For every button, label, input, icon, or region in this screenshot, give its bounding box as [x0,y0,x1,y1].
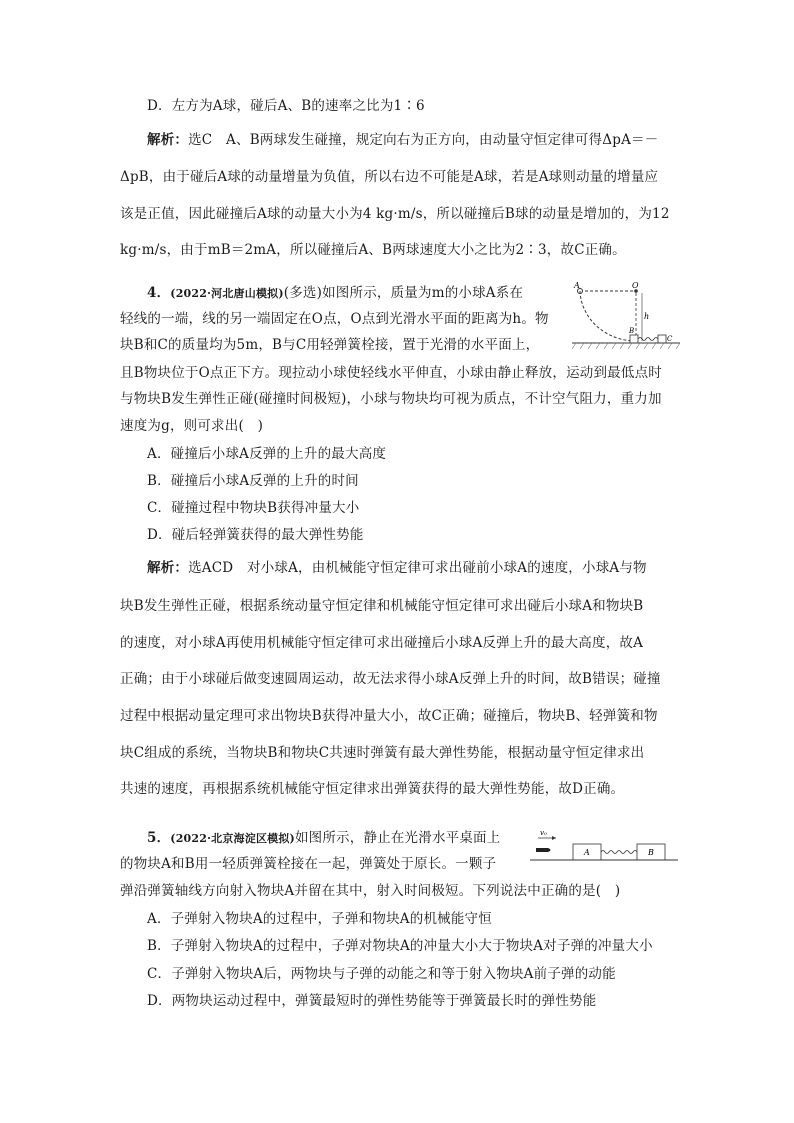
q4-analysis-line-5: 过程中根据动量定理可求出物块B获得冲量大小，故C正确；碰撞后，物块B、轻弹簧和物 [120,708,658,724]
q3-option-d: D．左方为A球，碰后A、B的速率之比为1∶6 [147,98,425,114]
q4-stem-line-4: 且B物块位于O点正下方。现拉动小球使轻线水平伸直，小球由静止释放，运动到最低点时 [120,365,662,381]
q3-analysis-line-2: ΔpB，由于碰后A球的动量增量为负值，所以右边不可能是A球，若是A球则动量的增量应 [120,169,659,185]
q4-stem-line-5: 与物块B发生弹性正碰(碰撞时间极短)，小球与物块均可视为质点，不计空气阻力，重力加 [120,391,662,407]
q3-analysis-line-1 [147,131,658,149]
label-a: A [574,281,580,290]
label-h: h [644,312,650,321]
q5-bullet-blocks-figure [528,826,680,866]
q4-option-a: A．碰撞后小球A反弹的上升的最大高度 [147,446,387,462]
label-v0: v₀ [540,829,547,837]
q4-analysis-line-6: 块C组成的系统，当物块B和物块C共速时弹簧有最大弹性势能，根据动量守恒定律求出 [120,745,645,761]
q4-stem-line-1 [147,284,523,303]
q5-source: (2022·北京海淀区模拟) [170,832,295,845]
q4-analysis-tag: 解析： [147,560,189,576]
spring [638,338,658,341]
label-c: C [667,335,673,343]
bullet [536,848,551,852]
q4-analysis-line-2: 块B发生弹性正碰，根据系统动量守恒定律和机械能守恒定律可求出碰后小球A和物块B [120,598,644,614]
q5-stem-text: 如图所示，静止在光滑水平桌面上 [294,830,501,846]
q4-source: (2022·河北唐山模拟) [170,287,284,300]
q5-option-a: A．子弹射入物块A的过程中，子弹和物块A的机械能守恒 [147,911,492,927]
q4-stem-line-6: 速度为g，则可求出( ) [120,418,264,434]
q5-stem-line-1 [147,829,500,848]
velocity-arrowhead [552,836,556,840]
q4-number: 4． [147,285,171,301]
q3-analysis-text: 选C A、B两球发生碰撞，规定向右为正方向，由动量守恒定律可得ΔpA＝－ [188,132,659,148]
q4-analysis-text: 选ACD 对小球A，由机械能守恒定律可求出碰前小球A的速度，小球A与物 [188,560,647,576]
q3-analysis-line-3: 该是正值，因此碰撞后A球的动量大小为4 kg·m/s，所以碰撞后B球的动量是增加的，为12 [120,206,670,222]
q4-pendulum-figure [570,279,682,353]
block-b [630,335,638,343]
q3-analysis-line-4: kg·m/s，由于mB＝2mA，所以碰撞后A、B两球速度大小之比为2∶3，故C正确。 [120,242,626,258]
q4-analysis-line-4: 正确；由于小球碰后做变速圆周运动，故无法求得小球A反弹上升的时间，故B错误；碰撞 [120,671,661,687]
q4-stem-line-2: 轻线的一端，线的另一端固定在O点，O点到光滑水平面的距离为h。物 [120,311,549,327]
label-a: A [584,848,590,857]
label-o: O [632,281,639,290]
swing-arc [580,291,634,341]
q4-analysis-line-7: 共速的速度，再根据系统机械能守恒定律求出弹簧获得的最大弹性势能，故D正确。 [120,781,625,797]
q5-option-c: C．子弹射入物块A后，两物块与子弹的动能之和等于射入物块A前子弹的动能 [147,966,616,982]
block-c [658,335,666,343]
q4-stem-text: (多选)如图所示，质量为m的小球A系在 [283,285,524,301]
q4-analysis-line-1 [147,559,647,577]
q5-stem-line-2: 的物块A和B用一轻质弹簧栓接在一起，弹簧处于原长。一颗子 [120,856,497,872]
q3-analysis-tag: 解析： [147,132,189,148]
label-b: B [629,327,635,335]
q4-option-d: D．碰后轻弹簧获得的最大弹性势能 [147,527,364,543]
q5-number: 5． [147,830,171,846]
q4-option-b: B．碰撞后小球A反弹的上升的时间 [147,473,359,489]
q5-option-d: D．两物块运动过程中，弹簧最短时的弹性势能等于弹簧最长时的弹性势能 [147,993,597,1009]
spring [601,851,637,854]
q4-analysis-line-3: 的速度，对小球A再使用机械能守恒定律可求出碰撞后小球A反弹上升的最大高度，故A [120,635,644,651]
q4-stem-line-3: 块B和C的质量均为5m，B与C用轻弹簧栓接，置于光滑的水平面上， [120,337,540,353]
label-b: B [648,848,654,857]
q5-option-b: B．子弹射入物块A的过程中，子弹对物块A的冲量大小大于物块A对子弹的冲量大小 [147,938,653,954]
q4-option-c: C．碰撞过程中物块B获得冲量大小 [147,500,360,516]
ground-hatching [572,343,680,349]
q5-stem-line-3: 弹沿弹簧轴线方向射入物块A并留在其中，射入时间极短。下列说法中正确的是( ) [120,883,621,899]
